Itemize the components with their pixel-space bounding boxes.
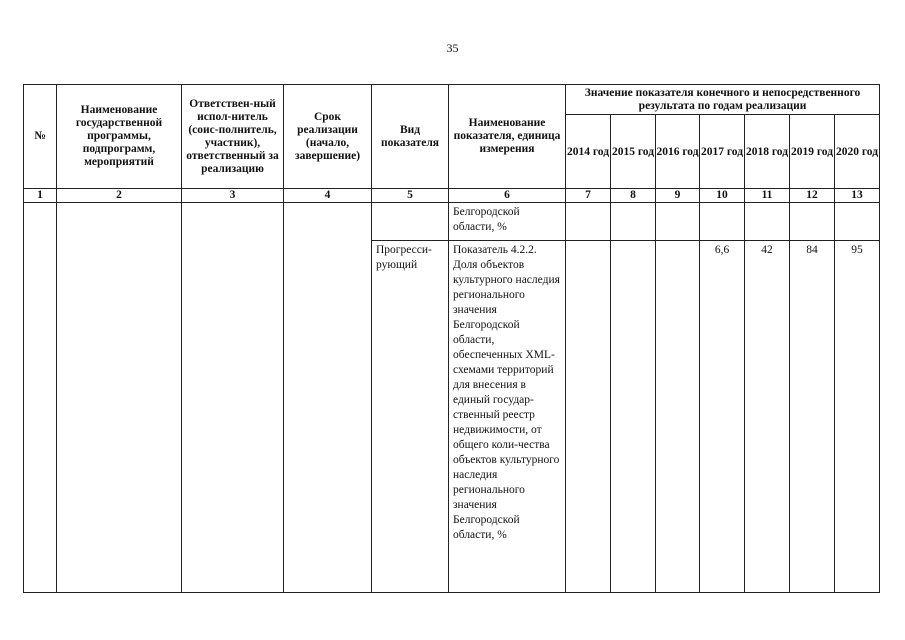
header-values-group: Значение показателя конечного и непосредственного результата по годам реализации (566, 85, 880, 115)
header-year: 2015 год (611, 115, 656, 189)
cell-value (611, 203, 656, 241)
column-number: 4 (284, 189, 372, 203)
cell-value (700, 203, 745, 241)
header-year: 2018 год (745, 115, 790, 189)
header-year: 2020 год (835, 115, 880, 189)
cell-value (745, 203, 790, 241)
cell-value: 6,6 (700, 241, 745, 593)
column-number: 12 (790, 189, 835, 203)
cell-responsible (182, 203, 284, 593)
column-number: 9 (656, 189, 700, 203)
cell-indicator-kind: Прогресси-рующий (372, 241, 449, 593)
column-number: 5 (372, 189, 449, 203)
cell-value: 42 (745, 241, 790, 593)
header-indicator-kind: Вид показателя (372, 85, 449, 189)
cell-period (284, 203, 372, 593)
header-responsible: Ответствен-ный испол-нитель (соис-полнитель, участник), ответственный за реализацию (182, 85, 284, 189)
cell-value (835, 203, 880, 241)
cell-indicator-kind (372, 203, 449, 241)
column-number: 13 (835, 189, 880, 203)
column-number: 10 (700, 189, 745, 203)
cell-indicator-name: Белгородской области, % (449, 203, 566, 241)
column-number: 8 (611, 189, 656, 203)
cell-value (656, 241, 700, 593)
page-number: 35 (446, 41, 459, 55)
indicators-table (23, 84, 880, 593)
header-number: № (24, 85, 57, 189)
cell-value (656, 203, 700, 241)
header-year: 2016 год (656, 115, 700, 189)
cell-value (790, 203, 835, 241)
column-number: 3 (182, 189, 284, 203)
header-indicator-name: Наименование показателя, единица измерения (449, 85, 566, 189)
column-number: 11 (745, 189, 790, 203)
cell-indicator-name: Показатель 4.2.2. Доля объектов культурного наследия регионального значения Белгородской области, обеспеченных XML-схемами территорий для внесения в единый государ-ственный реестр недвижимости, от общего коли-чества объектов культурного наследия регионального значения Белгородской области, % (449, 241, 566, 593)
column-number: 2 (57, 189, 182, 203)
header-year: 2017 год (700, 115, 745, 189)
cell-program-name (57, 203, 182, 593)
cell-number (24, 203, 57, 593)
cell-value: 84 (790, 241, 835, 593)
header-year: 2014 год (566, 115, 611, 189)
cell-value (611, 241, 656, 593)
cell-value (566, 203, 611, 241)
column-number: 6 (449, 189, 566, 203)
column-number: 1 (24, 189, 57, 203)
header-period: Срок реализации (начало, завершение) (284, 85, 372, 189)
column-number-row (24, 189, 880, 203)
column-number: 7 (566, 189, 611, 203)
header-program-name: Наименование государственной программы, подпрограмм, мероприятий (57, 85, 182, 189)
cell-value (566, 241, 611, 593)
table-row (24, 203, 880, 241)
cell-value: 95 (835, 241, 880, 593)
header-year: 2019 год (790, 115, 835, 189)
